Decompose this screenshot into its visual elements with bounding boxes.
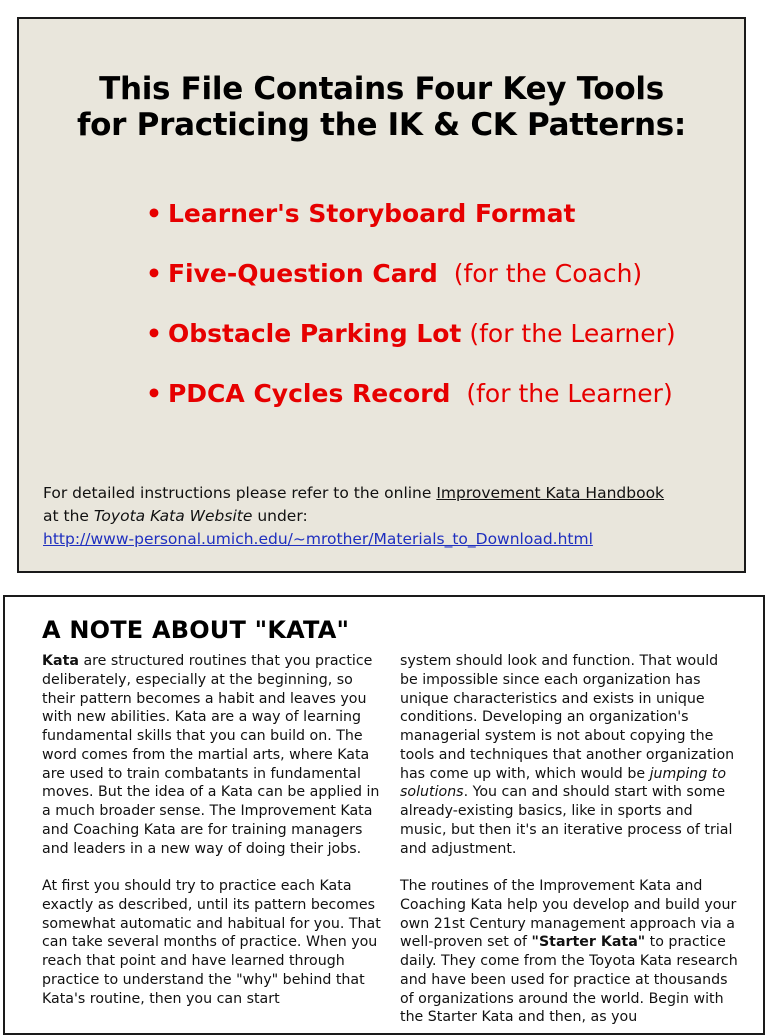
references <box>43 482 664 551</box>
paragraph-text: . You can and should start with some already-existing basics, like in sports and music, but then it's an iterative process of trial and adjustment. <box>400 784 733 857</box>
bullet-icon: • <box>146 319 162 348</box>
paragraph <box>400 877 740 1027</box>
note-column-left <box>42 652 382 1027</box>
paragraph <box>400 652 740 858</box>
paragraph-text: system should look and function. That would be impossible since each organization has unique characteristics and exists in unique conditions. Developing an organization's managerial system is not about copying the tools and techniques that another organization has come up with, which would be <box>400 653 735 782</box>
bullet-icon: • <box>146 259 162 288</box>
tool-item-obstacle-parking-lot <box>146 319 676 379</box>
note-column-right <box>400 652 740 1035</box>
tool-note: (for the Coach) <box>453 259 643 288</box>
paragraph <box>42 652 382 858</box>
emphasis-text: jumping to solutions <box>400 765 727 801</box>
reference-text: For detailed instructions please refer to the online <box>43 484 437 502</box>
page-title <box>19 71 744 143</box>
tool-item-storyboard <box>146 199 676 259</box>
kata-note-panel <box>3 595 765 1035</box>
tool-item-pdca-record <box>146 379 676 439</box>
paragraph-text: are structured routines that you practice deliberately, especially at the beginning, so their pattern becomes a habit and leaves you with new abilities. Kata are a way of learning fundamental skills that you can build on. The word comes from the martial arts, where Kata are used to train combatants in fundamental moves. But the idea of a Kata can be applied in a much broader sense. The Improvement Kata and Coaching Kata are for training managers and leaders in a new way of doing their jobs. <box>42 653 380 857</box>
tool-name: Learner's Storyboard Format <box>167 199 576 228</box>
title-line-2: for Practicing the IK & CK Patterns: <box>77 107 686 143</box>
paragraph-text: The routines of the Improvement Kata and Coaching Kata help you develop and build your own 21st Century management approach via a well-proven set of <box>400 878 737 951</box>
title-line-1: This File Contains Four Key Tools <box>99 71 664 107</box>
reference-text: at the <box>43 507 94 525</box>
reference-line-2 <box>43 505 664 528</box>
tool-name: PDCA Cycles Record <box>167 379 451 408</box>
kata-term: Kata <box>42 653 79 669</box>
tools-list <box>146 199 676 439</box>
handbook-link[interactable]: Improvement Kata Handbook <box>436 484 665 502</box>
note-heading: A NOTE ABOUT "KATA" <box>42 616 350 644</box>
reference-line-3 <box>43 528 664 551</box>
bullet-icon: • <box>146 379 162 408</box>
tools-panel <box>17 17 746 573</box>
tool-name: Obstacle Parking Lot <box>167 319 462 348</box>
materials-url-link[interactable]: http://www-personal.umich.edu/~mrother/Materials_to_Download.html <box>43 530 593 548</box>
reference-line-1 <box>43 482 664 505</box>
reference-text: under: <box>252 507 308 525</box>
bullet-icon: • <box>146 199 162 228</box>
starter-kata-term: "Starter Kata" <box>531 934 646 951</box>
tool-note: (for the Learner) <box>466 379 673 408</box>
website-name: Toyota Kata Website <box>93 507 253 525</box>
tool-name: Five-Question Card <box>167 259 438 288</box>
tool-item-five-question-card <box>146 259 676 319</box>
tool-note: (for the Learner) <box>469 319 676 348</box>
paragraph-text: to practice daily. They come from the Toyota Kata research and have been used for practice at thousands of organizations around the world. Begin with the Starter Kata and then, as you <box>400 934 738 1026</box>
paragraph: At first you should try to practice each Kata exactly as described, until its pattern becomes somewhat automatic and habitual for you. That can take several months of practice. When you reach that point and have learned through practice to understand the "why" behind that Kata's routine, then you can start <box>42 878 381 1007</box>
